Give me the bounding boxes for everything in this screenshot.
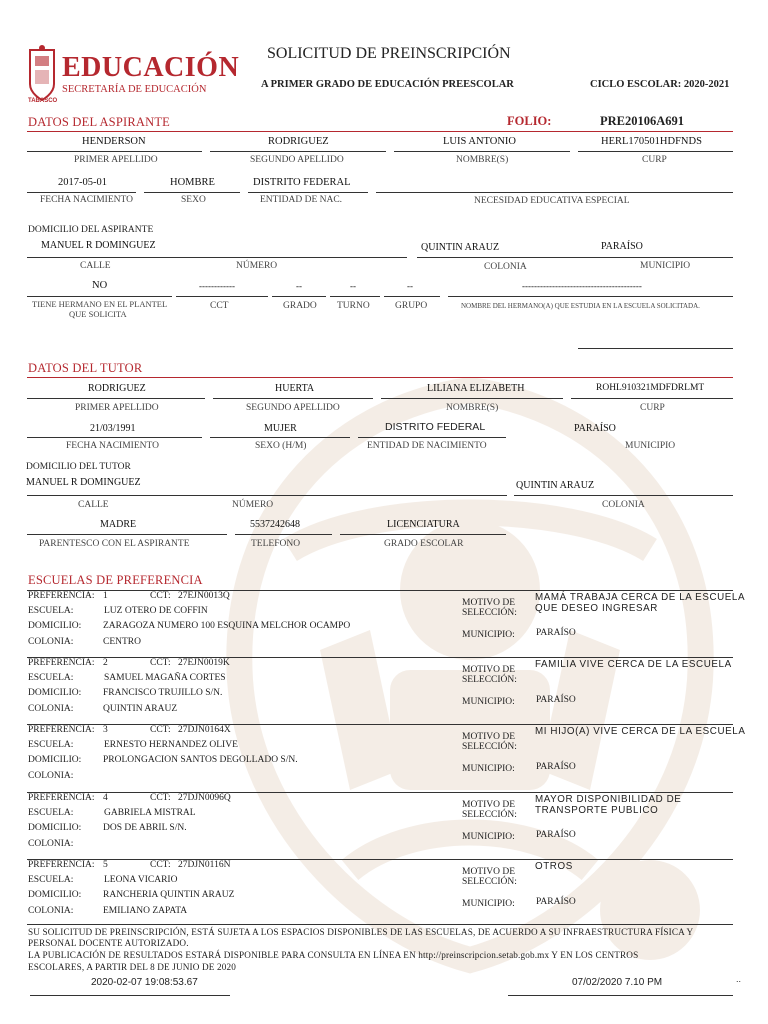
aspirante-municipio: PARAÍSO (601, 241, 643, 252)
divider (27, 131, 733, 132)
escuela-cct: 27EJN0019K (178, 658, 230, 668)
section-aspirante: DATOS DEL ASPIRANTE (28, 115, 171, 129)
preferencia-number: 2 (103, 658, 108, 668)
line (248, 192, 368, 193)
escuela-cct: 27EJN0013Q (178, 591, 230, 601)
label: TIENE HERMANO EN EL PLANTEL (32, 299, 168, 309)
logo-title: EDUCACIÓN (62, 52, 240, 83)
line (213, 398, 373, 399)
line (27, 257, 407, 258)
line (210, 437, 350, 438)
colonia-label: COLONIA: (28, 637, 74, 647)
line (176, 296, 268, 297)
aspirante-hermano-turno: -- (350, 281, 356, 291)
label: ENTIDAD DE NAC. (260, 195, 343, 205)
label: ENTIDAD DE NACIMIENTO (367, 441, 487, 451)
escuela-motivo: TRANSPORTE PUBLICO (535, 805, 659, 816)
label: SEGUNDO APELLIDO (250, 155, 344, 165)
label: SEXO (H/M) (255, 441, 307, 451)
aspirante-hermano: NO (92, 280, 108, 291)
municipio-label: MUNICIPIO: (462, 630, 515, 640)
motivo-label: MOTIVO DE (462, 867, 516, 877)
label: TELEFONO (251, 539, 301, 549)
escuela-cct: 27DJN0096Q (178, 793, 231, 803)
escuela-domicilio: PROLONGACION SANTOS DEGOLLADO S/N. (103, 755, 298, 765)
escuela-motivo: MAYOR DISPONIBILIDAD DE (535, 794, 682, 805)
label: FECHA NACIMIENTO (66, 441, 159, 451)
line (272, 296, 326, 297)
escuela-municipio: PARAÍSO (536, 695, 576, 705)
line (571, 398, 733, 399)
preferencia-label: PREFERENCIA: (28, 860, 95, 870)
motivo-label: MOTIVO DE (462, 665, 516, 675)
line (27, 495, 507, 496)
tutor-colonia: QUINTIN ARAUZ (516, 480, 595, 491)
escuela-nombre: LUZ OTERO DE COFFIN (104, 606, 208, 616)
line (394, 151, 570, 152)
coat-of-arms-watermark (170, 350, 768, 1024)
label: GRADO ESCOLAR (384, 539, 464, 549)
page-title: SOLICITUD DE PREINSCRIPCIÓN (267, 45, 511, 62)
tutor-entidad: DISTRITO FEDERAL (385, 421, 486, 433)
divider (27, 792, 733, 793)
label: NÚMERO (236, 261, 278, 271)
preferencia-label: PREFERENCIA: (28, 658, 95, 668)
domicilio-label: DOMICILIO: (28, 755, 82, 765)
escuela-municipio: PARAÍSO (536, 830, 576, 840)
municipio-label: MUNICIPIO: (462, 697, 515, 707)
escuela-colonia: CENTRO (103, 637, 141, 647)
page-subtitle: A PRIMER GRADO DE EDUCACIÓN PREESCOLAR (261, 79, 514, 90)
escuela-motivo: FAMILIA VIVE CERCA DE LA ESCUELA (535, 659, 732, 670)
cct-label: CCT: (150, 591, 171, 601)
folio-value: PRE20106A691 (600, 114, 685, 128)
label: MUNICIPIO (640, 261, 691, 271)
domicilio-label: DOMICILIO: (28, 621, 82, 631)
motivo-label: SELECCIÓN: (462, 810, 517, 820)
escuela-nombre: ERNESTO HERNANDEZ OLIVE (104, 740, 238, 750)
escuela-domicilio: DOS DE ABRIL S/N. (103, 823, 187, 833)
label: CALLE (78, 500, 109, 510)
tutor-grado-escolar: LICENCIATURA (387, 519, 460, 530)
label: NOMBRE DEL HERMANO(A) QUE ESTUDIA EN LA ESCUELA SOLICITADA. (461, 302, 700, 310)
tutor-fecha-nacimiento: 21/03/1991 (90, 423, 136, 434)
divider (27, 724, 733, 725)
logo-state: TABASCO (28, 98, 58, 104)
label: CURP (640, 403, 665, 413)
escuela-label: ESCUELA: (28, 740, 74, 750)
aspirante-nombres: LUIS ANTONIO (443, 136, 517, 147)
line (330, 296, 380, 297)
line (235, 534, 332, 535)
colonia-label: COLONIA: (28, 704, 74, 714)
label: NOMBRE(S) (456, 155, 509, 165)
line (578, 348, 733, 349)
escuela-colonia: EMILIANO ZAPATA (103, 906, 188, 916)
line (27, 437, 202, 438)
colonia-label: COLONIA: (28, 771, 74, 781)
footer-date: 07/02/2020 7.10 PM (572, 977, 663, 988)
escuela-domicilio: ZARAGOZA NUMERO 100 ESQUINA MELCHOR OCAMPO (103, 621, 351, 631)
aspirante-hermano-grado: -- (296, 281, 302, 291)
line (578, 151, 733, 152)
escuela-nombre: GABRIELA MISTRAL (104, 808, 196, 818)
label: DOMICILIO DEL TUTOR (26, 462, 131, 472)
escuela-label: ESCUELA: (28, 606, 74, 616)
aspirante-hermano-grupo: -- (407, 281, 413, 291)
colonia-label: COLONIA: (28, 906, 74, 916)
label: MUNICIPIO (625, 441, 676, 451)
line (340, 534, 506, 535)
municipio-label: MUNICIPIO: (462, 899, 515, 909)
motivo-label: SELECCIÓN: (462, 877, 517, 887)
footer-notice-2: PERSONAL DOCENTE AUTORIZADO. (28, 938, 189, 948)
escuela-nombre: LEONA VICARIO (104, 875, 178, 885)
cct-label: CCT: (150, 658, 171, 668)
tutor-nombres: LILIANA ELIZABETH (427, 383, 525, 394)
escuela-label: ESCUELA: (28, 673, 74, 683)
footer-notice-3: LA PUBLICACIÓN DE RESULTADOS ESTARÁ DISPONIBLE PARA CONSULTA EN LÍNEA EN http://preinscripcion.setab.gob.mx Y EN LOS CENTROS (28, 950, 639, 960)
section-escuelas: ESCUELAS DE PREFERENCIA (28, 573, 203, 587)
line (384, 296, 440, 297)
tutor-telefono: 5537242648 (250, 519, 300, 530)
escuela-motivo: QUE DESEO INGRESAR (535, 603, 658, 614)
line (508, 995, 733, 996)
tutor-curp: ROHL910321MDFDRLMT (596, 383, 705, 393)
tutor-sexo: MUJER (264, 423, 297, 434)
tutor-municipio: PARAÍSO (574, 423, 616, 434)
colonia-label: COLONIA: (28, 839, 74, 849)
label: GRUPO (395, 301, 428, 311)
aspirante-hermano-nombre: ---------------------------------------- (522, 281, 642, 291)
label: PRIMER APELLIDO (75, 403, 159, 413)
divider (27, 590, 733, 591)
aspirante-calle: MANUEL R DOMINGUEZ (41, 240, 156, 251)
domicilio-label: DOMICILIO: (28, 823, 82, 833)
shield-logo-icon (26, 44, 58, 102)
motivo-label: SELECCIÓN: (462, 742, 517, 752)
escuela-municipio: PARAÍSO (536, 897, 576, 907)
escuela-motivo: MAMÁ TRABAJA CERCA DE LA ESCUELA (535, 592, 746, 603)
aspirante-entidad: DISTRITO FEDERAL (253, 177, 351, 188)
domicilio-label: DOMICILIO: (28, 688, 82, 698)
label: GRADO (283, 301, 317, 311)
divider (27, 859, 733, 860)
escuela-colonia: QUINTIN ARAUZ (103, 704, 178, 714)
label: PRIMER APELLIDO (74, 155, 158, 165)
label: CALLE (80, 261, 111, 271)
line (27, 151, 202, 152)
motivo-label: SELECCIÓN: (462, 675, 517, 685)
preferencia-label: PREFERENCIA: (28, 793, 95, 803)
line (210, 151, 386, 152)
preferencia-number: 5 (103, 860, 108, 870)
label: COLONIA (602, 500, 645, 510)
aspirante-segundo-apellido: RODRIGUEZ (268, 136, 329, 147)
preferencia-label: PREFERENCIA: (28, 591, 95, 601)
motivo-label: SELECCIÓN: (462, 608, 517, 618)
line (381, 398, 563, 399)
tutor-parentesco: MADRE (100, 519, 137, 530)
tutor-primer-apellido: RODRIGUEZ (88, 383, 146, 394)
line (358, 437, 506, 438)
label: CCT (210, 301, 229, 311)
footer-notice-4: ESCOLARES, A PARTIR DEL 8 DE JUNIO DE 2020 (28, 962, 236, 972)
label: NÚMERO (232, 500, 274, 510)
line (27, 398, 205, 399)
aspirante-colonia: QUINTIN ARAUZ (421, 242, 500, 253)
logo-subtitle: SECRETARÍA DE EDUCACIÓN (62, 84, 207, 95)
aspirante-curp: HERL170501HDFNDS (601, 136, 702, 147)
label: SEXO (181, 195, 206, 205)
line (144, 192, 240, 193)
aspirante-hermano-cct: ------------ (199, 281, 235, 291)
municipio-label: MUNICIPIO: (462, 764, 515, 774)
label: NECESIDAD EDUCATIVA ESPECIAL (474, 196, 630, 206)
label: FECHA NACIMIENTO (40, 195, 133, 205)
escuela-label: ESCUELA: (28, 875, 74, 885)
label: SEGUNDO APELLIDO (246, 403, 340, 413)
divider (27, 924, 733, 925)
label: QUE SOLICITA (69, 309, 127, 319)
footer-notice-1: SU SOLICITUD DE PREINSCRIPCIÓN, ESTÁ SUJETA A LOS ESPACIOS DISPONIBLES DE LAS ESCUELAS, DE ACUERDO A SU INFRAESTRUCTURA FÍSICA Y (28, 927, 694, 937)
escuela-label: ESCUELA: (28, 808, 74, 818)
line (448, 296, 733, 297)
domicilio-label: DOMICILIO: (28, 890, 82, 900)
line (27, 192, 136, 193)
escuela-cct: 27DJN0164X (178, 725, 231, 735)
line (417, 257, 733, 258)
escuela-municipio: PARAÍSO (536, 628, 576, 638)
line (376, 192, 733, 193)
escuela-domicilio: RANCHERIA QUINTIN ARAUZ (103, 890, 235, 900)
escuela-motivo: MI HIJO(A) VIVE CERCA DE LA ESCUELA (535, 726, 746, 737)
tutor-segundo-apellido: HUERTA (275, 383, 315, 394)
motivo-label: MOTIVO DE (462, 598, 516, 608)
cct-label: CCT: (150, 725, 171, 735)
label: NOMBRE(S) (446, 403, 499, 413)
motivo-label: MOTIVO DE (462, 732, 516, 742)
section-tutor: DATOS DEL TUTOR (28, 361, 143, 375)
preferencia-number: 4 (103, 793, 108, 803)
footer-timestamp: 2020-02-07 19:08:53.67 (91, 977, 198, 988)
label: TURNO (337, 301, 370, 311)
municipio-label: MUNICIPIO: (462, 832, 515, 842)
preferencia-number: 3 (103, 725, 108, 735)
footer-dots: .. (736, 974, 742, 984)
aspirante-sexo: HOMBRE (170, 177, 215, 188)
line (27, 296, 172, 297)
label: DOMICILIO DEL ASPIRANTE (28, 225, 154, 235)
line (27, 534, 227, 535)
escuela-nombre: SAMUEL MAGAÑA CORTES (104, 673, 226, 683)
label: COLONIA (484, 262, 527, 272)
motivo-label: MOTIVO DE (462, 800, 516, 810)
escuela-cct: 27DJN0116N (178, 860, 231, 870)
line (30, 995, 230, 996)
ciclo-escolar: CICLO ESCOLAR: 2020-2021 (590, 79, 730, 90)
label: PARENTESCO CON EL ASPIRANTE (39, 539, 190, 549)
aspirante-primer-apellido: HENDERSON (82, 136, 146, 147)
aspirante-fecha-nacimiento: 2017-05-01 (58, 177, 107, 188)
escuela-domicilio: FRANCISCO TRUJILLO S/N. (103, 688, 223, 698)
divider (27, 377, 733, 378)
label: CURP (642, 155, 667, 165)
line (514, 495, 733, 496)
cct-label: CCT: (150, 860, 171, 870)
escuela-motivo: OTROS (535, 861, 573, 872)
preferencia-label: PREFERENCIA: (28, 725, 95, 735)
preferencia-number: 1 (103, 591, 108, 601)
divider (27, 657, 733, 658)
cct-label: CCT: (150, 793, 171, 803)
escuela-municipio: PARAÍSO (536, 762, 576, 772)
folio-label: FOLIO: (507, 114, 552, 128)
tutor-calle: MANUEL R DOMINGUEZ (26, 477, 141, 488)
